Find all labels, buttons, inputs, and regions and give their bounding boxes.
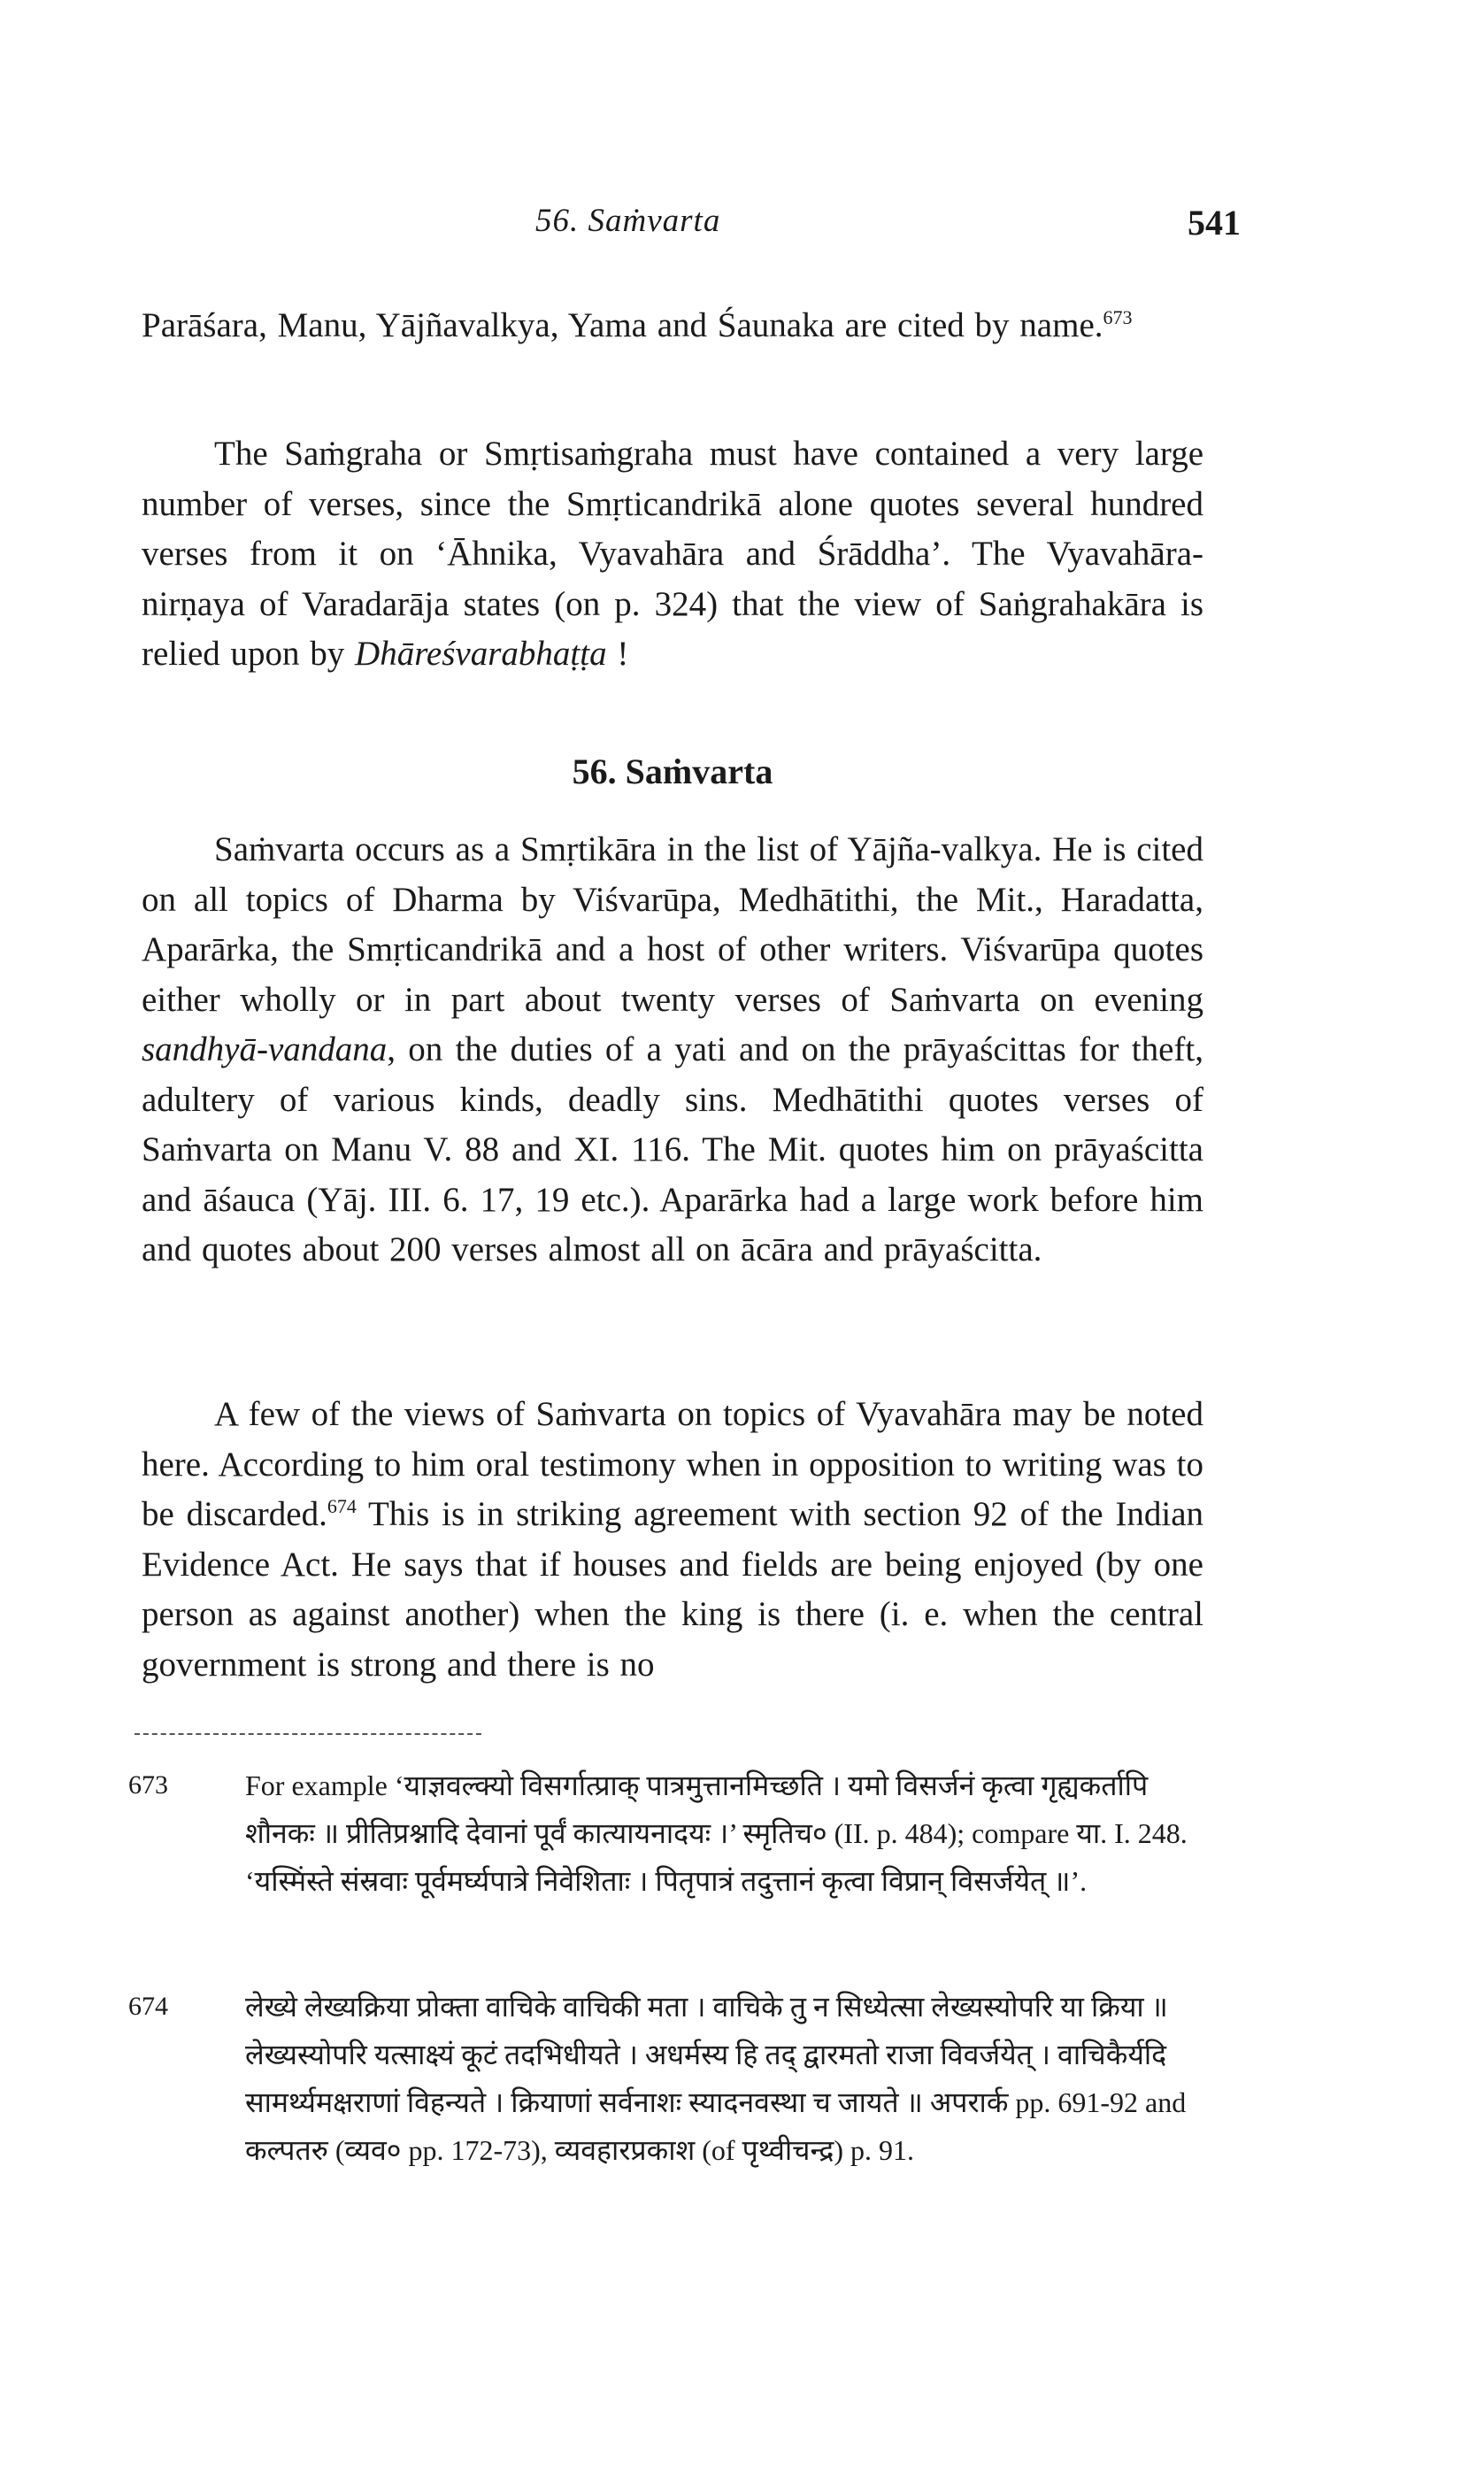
- footnote-text: For example ‘याज्ञवल्क्यो विसर्गात्प्राक् पात्रमुत्तानमिच्छति । यमो विसर्जनं कृत्वा गृह्यकर्तापि शौनकः ॥ प्रीतिप्रश्नादि देवानां पूर्वं कात्यायनादयः ।’ स्मृतिच० (II. p. 484); compare या. I. 248. ‘यस्मिंस्ते संस्रवाः पूर्वमर्घ्यपात्रे निवेशिताः । पितृपात्रं तदुत्तानं कृत्वा विप्रान् विसर्जयेत् ॥’.: [245, 1769, 1188, 1897]
- paragraph-cited-authors: [142, 301, 1203, 351]
- footnote-673: [128, 1762, 1208, 1905]
- paragraph-text-cont: This is in striking agreement with section 92 of the Indian Evidence Act. He says that if houses and fields are being enjoyed (by one person as against another) when the king is there (i. e. when the central government is strong and there is no: [142, 1495, 1203, 1684]
- italic-name: Dhāreśvarabhaṭṭa: [355, 635, 607, 673]
- section-heading: 56. Saṁvarta: [572, 752, 773, 791]
- paragraph-samgraha: [142, 429, 1203, 680]
- paragraph-text: The Saṁgraha or Smṛtisaṁgraha must have contained a very large number of verses, since the Smṛticandrikā alone quotes several hundred verses from it on ‘Āhnika, Vyavahāra and Śrāddha’. The Vyavahāra-nirṇaya of Varadarāja states (on p. 324) that the view of Saṅgrahakāra is relied upon by: [142, 435, 1203, 673]
- paragraph-text-cont: , on the duties of a yati and on the prāyaścittas for theft, adultery of various kinds, deadly sins. Medhātithi quotes verses of Saṁvarta on Manu V. 88 and XI. 116. The Mit. quotes him on prāyaścitta and āśauca (Yāj. III. 6. 17, 19 etc.). Aparārka had a large work before him and quotes about 200 verses almost all on ācāra and prāyaścitta.: [142, 1030, 1203, 1268]
- italic-term: sandhyā-vandana: [142, 1030, 388, 1068]
- paragraph-vyavahara: [142, 1390, 1203, 1690]
- page-number: 541: [1188, 203, 1241, 243]
- paragraph-text: A few of the views of Saṁvarta on topics of Vyavahāra may be noted here. According to him oral testimony when in opposition to writing was to be discarded.: [142, 1395, 1203, 1533]
- footnote-divider: [135, 1733, 481, 1735]
- footnote-number: 673: [128, 1770, 168, 1800]
- paragraph-end: !: [606, 635, 629, 673]
- footnote-ref-674[interactable]: 674: [327, 1495, 357, 1517]
- footnote-number: 674: [128, 1992, 168, 2021]
- running-head: [142, 202, 1241, 255]
- paragraph-text: Saṁvarta occurs as a Smṛtikāra in the list of Yājña-valkya. He is cited on all topics of Dharma by Viśvarūpa, Medhātithi, the Mit., Haradatta, Aparārka, the Smṛticandrikā and a host of other writers. Viśvarūpa quotes either wholly or in part about twenty verses of Saṁvarta on evening: [142, 830, 1203, 1019]
- paragraph-text: Parāśara, Manu, Yājñavalkya, Yama and Śaunaka are cited by name.: [142, 306, 1103, 344]
- footnote-text: लेख्ये लेख्यक्रिया प्रोक्ता वाचिके वाचिकी मता । वाचिके तु न सिध्येत्सा लेख्यस्योपरि या क्रिया ॥ लेख्यस्योपरि यत्साक्ष्यं कूटं तदभिधीयते । अधर्मस्य हि तद् द्वारमतो राजा विवर्जयेत् । वाचिकैर्यदि सामर्थ्यमक्षराणां विहन्यते । क्रियाणां सर्वनाशः स्यादनवस्था च जायते ॥ अपरार्क pp. 691-92 and कल्पतरु (व्यव० pp. 172-73), व्यवहारप्रकाश (of पृथ्वीचन्द्र) p. 91.: [245, 1991, 1187, 2166]
- paragraph-samvarta-intro: [142, 825, 1203, 1276]
- footnote-674: [128, 1983, 1208, 2174]
- running-head-title: 56. Saṁvarta: [535, 203, 721, 239]
- footnote-ref-673[interactable]: 673: [1103, 306, 1133, 328]
